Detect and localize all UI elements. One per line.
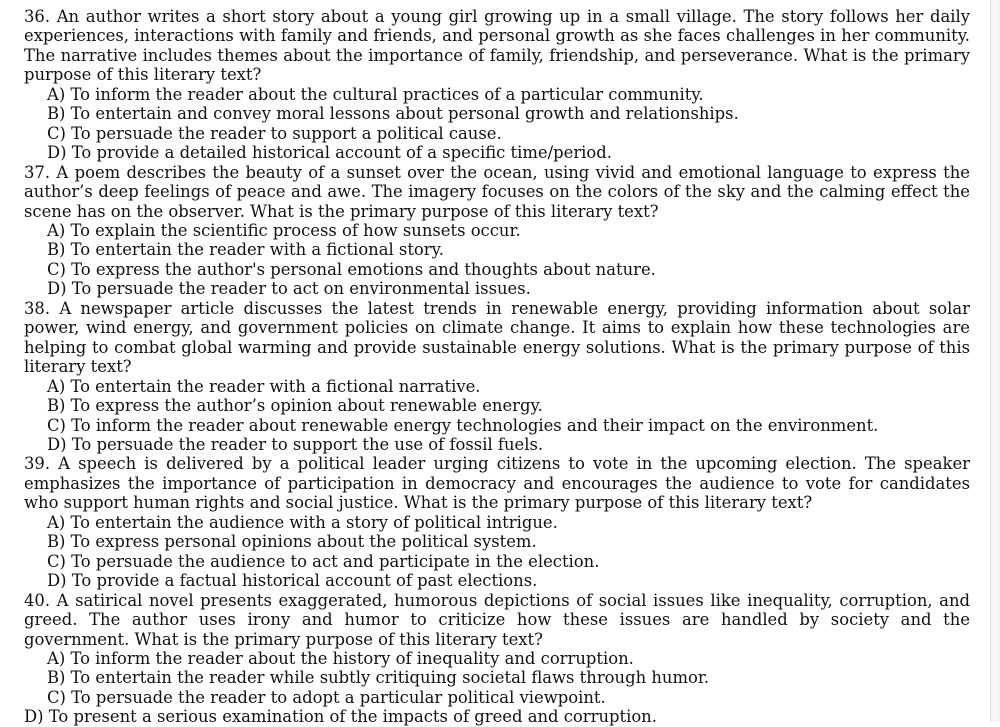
answer-choice-b: B) To entertain the reader with a fictional story. xyxy=(47,240,444,260)
answer-choice-b: B) To express the author’s opinion about renewable energy. xyxy=(47,396,543,416)
question-stem: 37. A poem describes the beauty of a sunset over the ocean, using vivid and emotional language to express the author’s deep feelings of peace and awe. The imagery focuses on the colors of the sky and the calming effect the scene has on the observer. What is the primary purpose of this literary text? xyxy=(24,162,970,221)
question-39 xyxy=(24,454,970,590)
question-stem: 39. A speech is delivered by a political leader urging citizens to vote in the upcoming election. The speaker emphasizes the importance of participation in democracy and encourages the audience to vote for candidates who support human rights and social justice. What is the primary purpose of this literary text? xyxy=(24,454,970,513)
answer-choice-c: C) To inform the reader about renewable energy technologies and their impact on the environment. xyxy=(47,415,879,435)
answer-choice-b: B) To express personal opinions about the political system. xyxy=(47,532,537,552)
answer-choices xyxy=(24,221,970,299)
question-40 xyxy=(24,591,970,727)
question-stem: 38. A newspaper article discusses the latest trends in renewable energy, providing information about solar power, wind energy, and government policies on climate change. It aims to explain how these technologies are helping to combat global warming and provide sustainable energy solutions. What is the primary purpose of this literary text? xyxy=(24,298,970,377)
answer-choice-a: A) To inform the reader about the history of inequality and corruption. xyxy=(47,648,634,668)
question-36 xyxy=(24,7,970,163)
answer-choice-a: A) To entertain the audience with a story of political intrigue. xyxy=(47,512,558,532)
answer-choice-d: D) To persuade the reader to act on environmental issues. xyxy=(47,279,531,299)
answer-choice-d: D) To provide a detailed historical account of a specific time/period. xyxy=(47,143,612,163)
answer-choice-b: B) To entertain and convey moral lessons about personal growth and relationships. xyxy=(47,104,739,124)
vertical-scrollbar[interactable] xyxy=(990,0,1000,722)
answer-choices xyxy=(24,649,970,727)
question-list xyxy=(24,7,970,727)
question-38 xyxy=(24,299,970,455)
answer-choice-d: D) To provide a factual historical account of past elections. xyxy=(47,571,538,591)
answer-choice-b: B) To entertain the reader while subtly critiquing societal flaws through humor. xyxy=(47,668,710,688)
question-37 xyxy=(24,163,970,299)
answer-choice-c: C) To persuade the reader to support a political cause. xyxy=(47,123,502,143)
answer-choices xyxy=(24,85,970,163)
answer-choice-c: C) To express the author's personal emotions and thoughts about nature. xyxy=(47,259,656,279)
question-stem: 36. An author writes a short story about a young girl growing up in a small village. The story follows her daily experiences, interactions with family and friends, and personal growth as she faces challenges in her community. The narrative includes themes about the importance of family, friendship, and perseverance. What is the primary purpose of this literary text? xyxy=(24,7,970,85)
scrollbar-thumb[interactable] xyxy=(992,0,999,722)
answer-choices xyxy=(24,377,970,455)
answer-choice-d: D) To persuade the reader to support the use of fossil fuels. xyxy=(47,434,544,454)
answer-choice-c: C) To persuade the audience to act and participate in the election. xyxy=(47,551,600,571)
answer-choice-a: A) To entertain the reader with a fictional narrative. xyxy=(47,376,481,396)
answer-choice-d: D) To present a serious examination of the impacts of greed and corruption. xyxy=(24,707,657,727)
answer-choice-c: C) To persuade the reader to adopt a particular political viewpoint. xyxy=(47,687,606,707)
question-stem: 40. A satirical novel presents exaggerated, humorous depictions of social issues like inequality, corruption, and greed. The author uses irony and humor to criticize how these issues are handled by society and the government. What is the primary purpose of this literary text? xyxy=(24,590,970,649)
answer-choice-a: A) To inform the reader about the cultural practices of a particular community. xyxy=(47,84,704,104)
answer-choices xyxy=(24,513,970,591)
answer-choice-a: A) To explain the scientific process of how sunsets occur. xyxy=(47,220,521,240)
